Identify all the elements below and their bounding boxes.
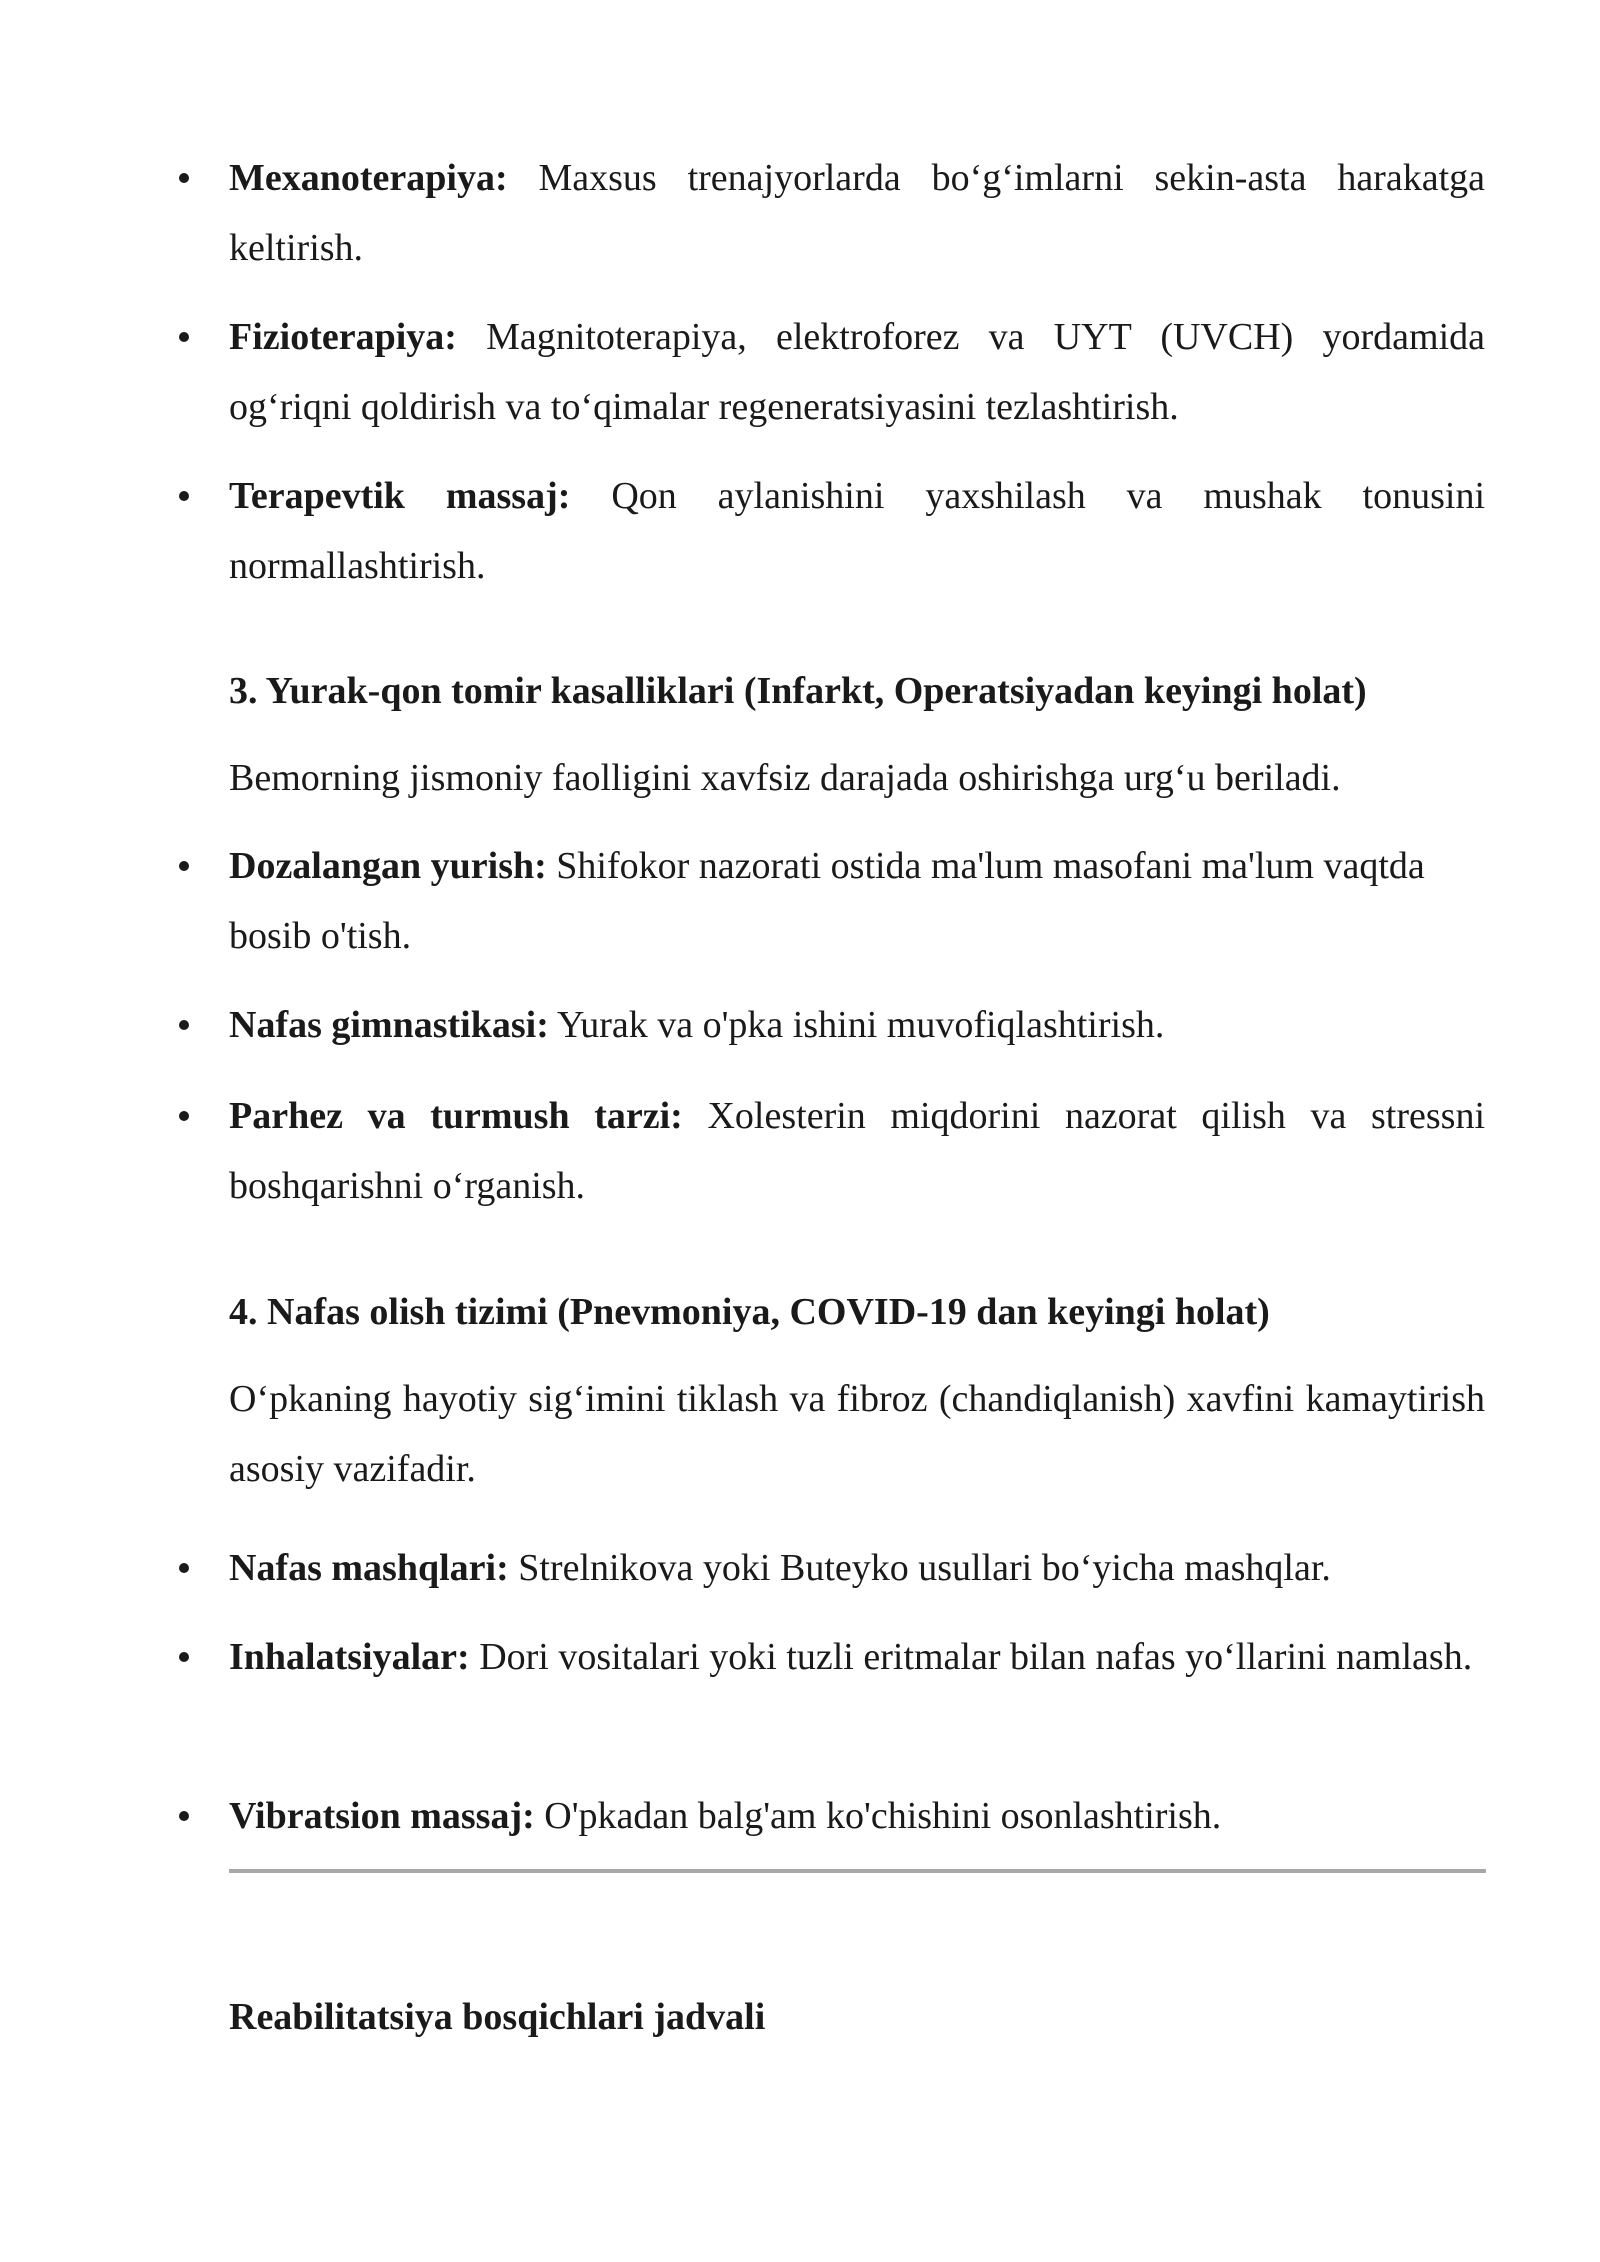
item-term: Vibratsion massaj: bbox=[229, 1795, 535, 1837]
list-item bbox=[229, 990, 1485, 1060]
item-text: Qon aylanishini yaxshilash va mushak tonusini normallashtirish. bbox=[229, 475, 1486, 587]
section-heading: 3. Yurak-qon tomir kasalliklari (Infarkt, Operatsiyadan keyingi holat) bbox=[229, 670, 1367, 712]
bullet-icon bbox=[179, 332, 189, 342]
list-item bbox=[229, 831, 1485, 971]
list-item bbox=[229, 1081, 1485, 1221]
bullet-icon bbox=[179, 1652, 189, 1662]
item-text: O'pkadan balg'am ko'chishini osonlashtirish. bbox=[544, 1795, 1222, 1837]
list-item bbox=[229, 1781, 1485, 1851]
item-term: Parhez va turmush tarzi: bbox=[229, 1095, 683, 1137]
bullet-icon bbox=[179, 1811, 189, 1821]
bullet-icon bbox=[179, 173, 189, 183]
item-term: Dozalangan yurish: bbox=[229, 845, 547, 887]
item-text: Magnitoterapiya, elektroforez va UYT (UVCH) yordamida og‘riqni qoldirish va to‘qimalar regeneratsiyasini tezlashtirish. bbox=[229, 316, 1485, 428]
item-term: Mexanoterapiya: bbox=[229, 157, 508, 199]
item-text: Maxsus trenajyorlarda bo‘g‘imlarni sekin-asta harakatga keltirish. bbox=[229, 157, 1485, 269]
list-item bbox=[229, 1533, 1485, 1603]
section-heading: 4. Nafas olish tizimi (Pnevmoniya, COVID-19 dan keyingi holat) bbox=[229, 1291, 1270, 1333]
item-term: Fizioterapiya: bbox=[229, 316, 457, 358]
list-item bbox=[229, 143, 1485, 283]
bullet-icon bbox=[179, 491, 189, 501]
bullet-icon bbox=[179, 1020, 189, 1030]
bullet-icon bbox=[179, 1111, 189, 1121]
section-intro: O‘pkaning hayotiy sig‘imini tiklash va fibroz (chandiqlanish) xavfini kamaytirish asosiy vazifadir. bbox=[229, 1378, 1485, 1490]
bullet-icon bbox=[179, 861, 189, 871]
item-text: Shifokor nazorati ostida ma'lum masofani ma'lum vaqtda bosib o'tish. bbox=[229, 845, 1425, 957]
item-text: Xolesterin miqdorini nazorat qilish va stressni boshqarishni o‘rganish. bbox=[229, 1095, 1485, 1207]
bullet-icon bbox=[179, 1563, 189, 1573]
item-term: Nafas gimnastikasi: bbox=[229, 1004, 549, 1046]
item-text: Dori vositalari yoki tuzli eritmalar bilan nafas yo‘llarini namlash. bbox=[479, 1636, 1473, 1678]
item-text: Strelnikova yoki Buteyko usullari bo‘yicha mashqlar. bbox=[518, 1547, 1331, 1589]
item-term: Terapevtik massaj: bbox=[229, 475, 571, 517]
list-item bbox=[229, 461, 1485, 601]
item-term: Nafas mashqlari: bbox=[229, 1547, 509, 1589]
item-text: Yurak va o'pka ishini muvofiqlashtirish. bbox=[556, 1004, 1165, 1046]
table-heading: Reabilitatsiya bosqichlari jadvali bbox=[229, 1996, 766, 2038]
horizontal-divider bbox=[229, 1869, 1486, 1873]
item-term: Inhalatsiyalar: bbox=[229, 1636, 470, 1678]
section-intro: Bemorning jismoniy faolligini xavfsiz darajada oshirishga urg‘u beriladi. bbox=[229, 757, 1341, 799]
list-item bbox=[229, 302, 1485, 442]
list-item bbox=[229, 1622, 1485, 1692]
